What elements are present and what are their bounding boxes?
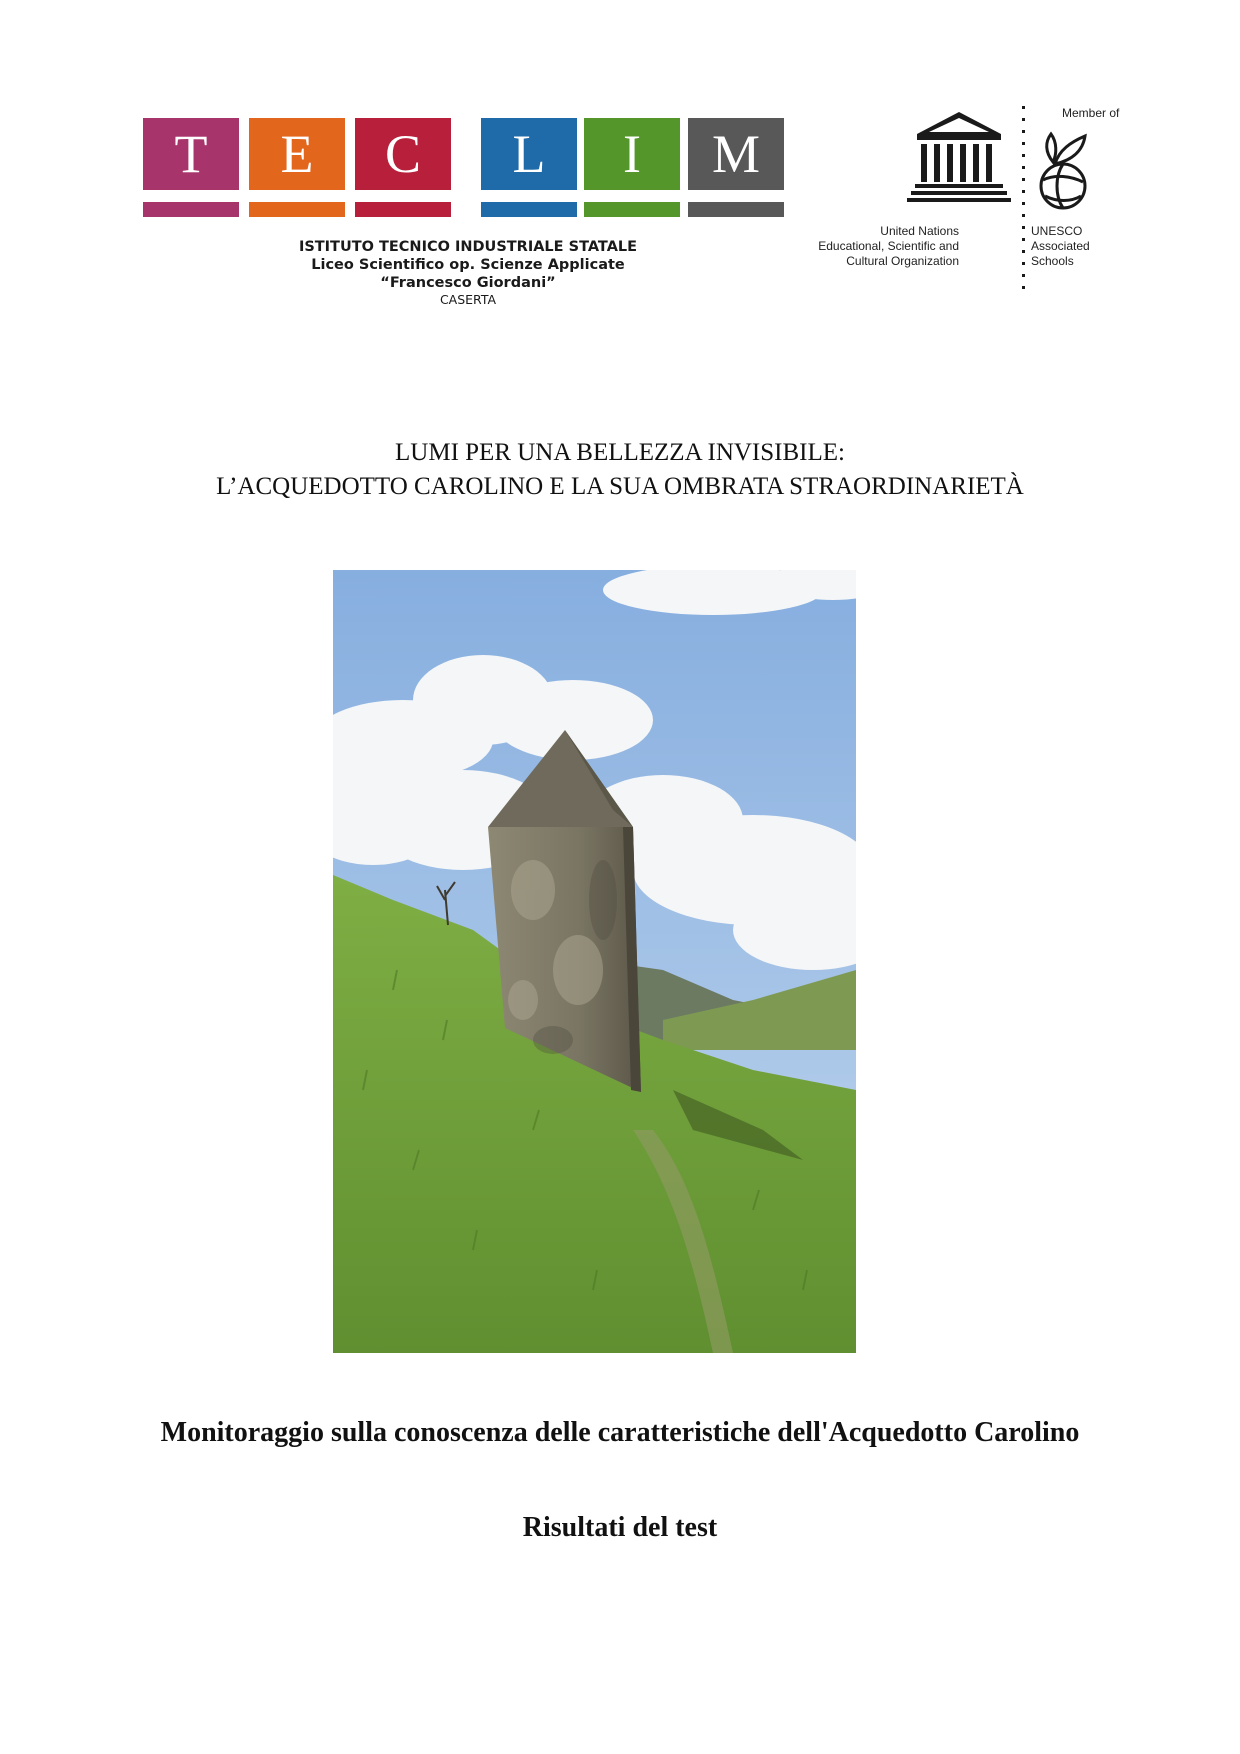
logo-letter-m: M bbox=[688, 118, 784, 190]
title-line-1: LUMI PER UNA BELLEZZA INVISIBILE: bbox=[395, 439, 845, 466]
logo-tile-m bbox=[688, 118, 784, 222]
logo-letter-e: E bbox=[249, 118, 345, 190]
associated-schools-icon bbox=[1041, 134, 1085, 208]
logo-tile-c bbox=[355, 118, 451, 222]
school-course: Liceo Scientifico op. Scienze Applicate bbox=[311, 257, 625, 273]
survey-subtitle: Monitoraggio sulla conoscenza delle caratteristiche dell'Acquedotto Carolino bbox=[160, 1417, 1080, 1448]
results-heading: Risultati del test bbox=[522, 1512, 718, 1543]
logo-letter-l: L bbox=[481, 118, 577, 190]
unesco-org-line-3: Cultural Organization bbox=[846, 254, 959, 268]
logo-tile-e bbox=[249, 118, 345, 222]
unesco-org-line-1: United Nations bbox=[880, 224, 959, 238]
logo-bar bbox=[143, 202, 239, 217]
logo-tile-i bbox=[584, 118, 680, 222]
school-city: CASERTA bbox=[439, 292, 497, 307]
logo-letter-c: C bbox=[355, 118, 451, 190]
logo-bar bbox=[355, 202, 451, 217]
unesco-schools-line-2: Associated bbox=[1031, 239, 1090, 253]
teclim-logo bbox=[143, 118, 783, 222]
logo-bar bbox=[481, 202, 577, 217]
school-name: “Francesco Giordani” bbox=[380, 275, 556, 291]
logo-tile-l bbox=[481, 118, 577, 222]
unesco-schools-line-1: UNESCO bbox=[1031, 224, 1083, 238]
unesco-org-line-2: Educational, Scientific and bbox=[818, 239, 959, 253]
logo-bar bbox=[584, 202, 680, 217]
unesco-schools-line-3: Schools bbox=[1031, 254, 1074, 268]
school-info bbox=[258, 238, 678, 307]
logo-bar bbox=[249, 202, 345, 217]
logo-tile-t bbox=[143, 118, 239, 222]
title-line-2: L’ACQUEDOTTO CAROLINO E LA SUA OMBRATA STRAORDINARIETÀ bbox=[216, 473, 1024, 500]
unesco-logo bbox=[818, 104, 1155, 294]
logo-bar bbox=[688, 202, 784, 217]
logo-letter-i: I bbox=[584, 118, 680, 190]
photo-illustration bbox=[333, 570, 856, 1353]
logo-letter-t: T bbox=[143, 118, 239, 190]
aqueduct-tower-photo bbox=[333, 570, 856, 1353]
unesco-member-of: Member of bbox=[1062, 106, 1120, 120]
document-title bbox=[100, 436, 1140, 504]
school-type: ISTITUTO TECNICO INDUSTRIALE STATALE bbox=[298, 239, 638, 255]
